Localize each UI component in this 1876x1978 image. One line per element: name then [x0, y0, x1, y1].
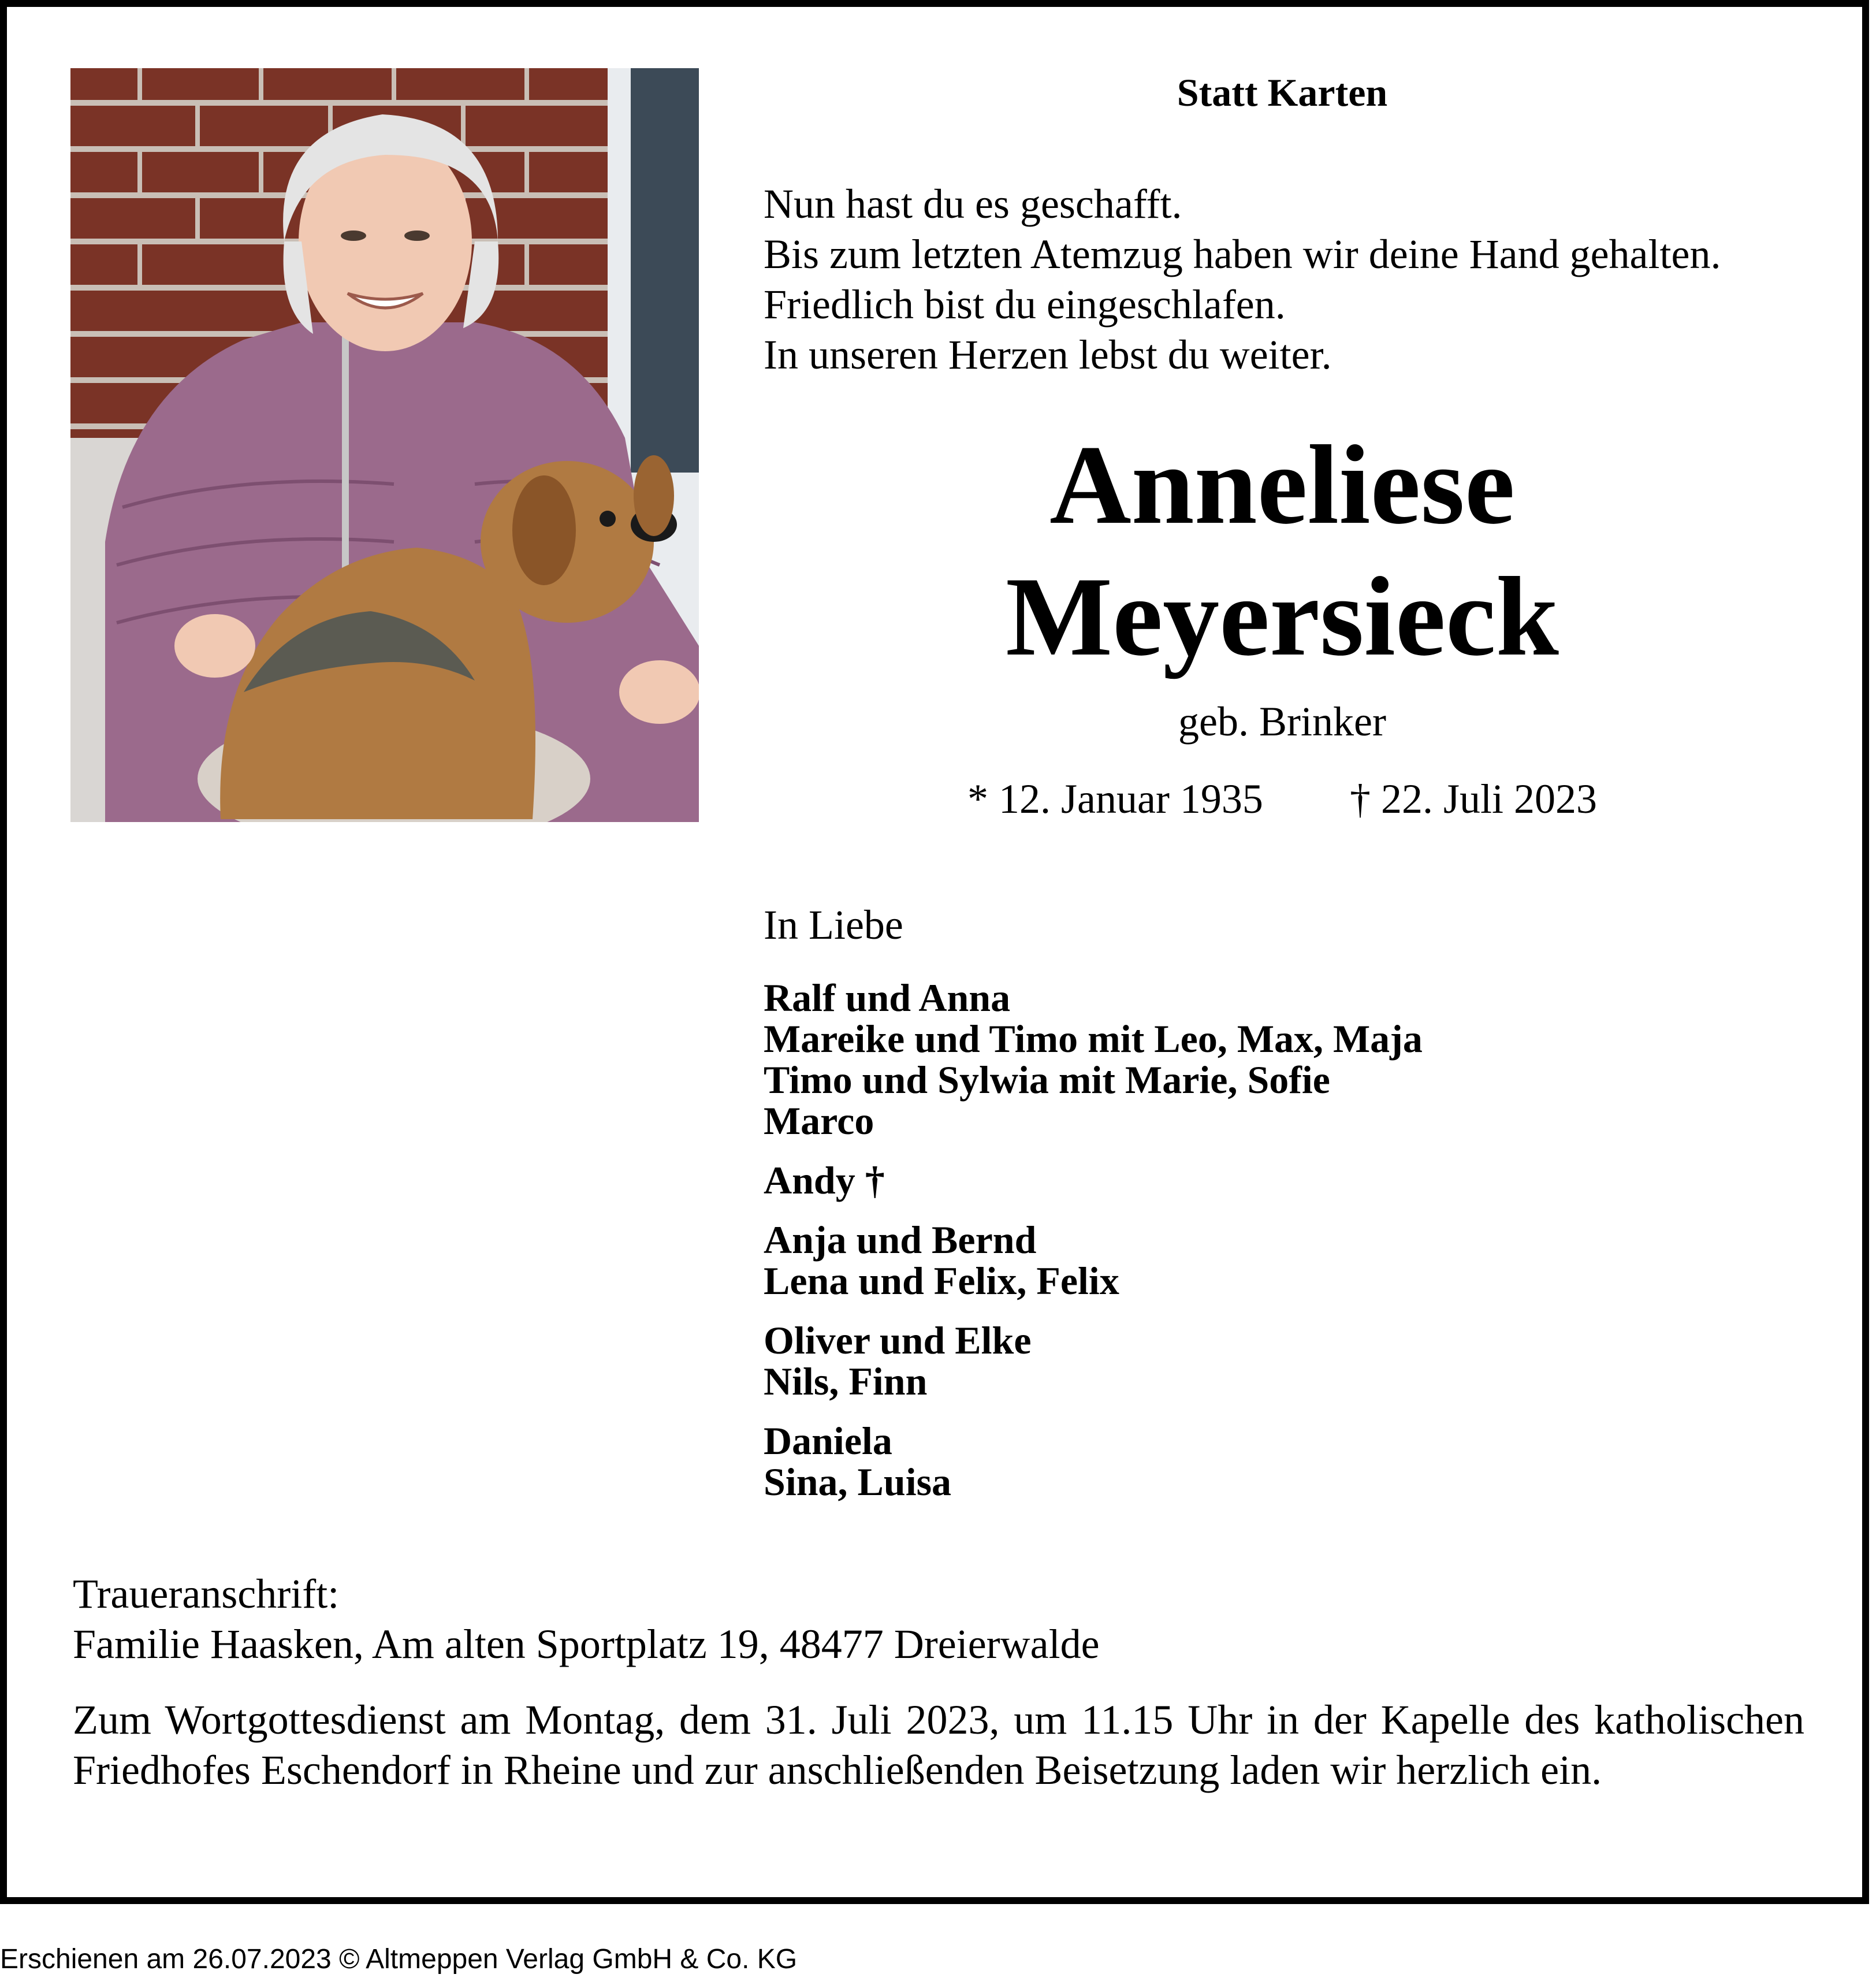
publication-footer: Erschienen am 26.07.2023 © Altmeppen Verlag GmbH & Co. KG: [0, 1944, 798, 1975]
mourner-line: Lena und Felix, Felix: [764, 1259, 1119, 1303]
deceased-name: [809, 419, 1756, 683]
mourning-address: [73, 1569, 1100, 1670]
poem-line: Friedlich bist du eingeschlafen.: [764, 281, 1286, 328]
mourner-line: Oliver und Elke: [764, 1318, 1032, 1362]
mourner-group: [764, 977, 1815, 1142]
mourner-line: Ralf und Anna: [764, 976, 1011, 1020]
mourner-group: [764, 1320, 1815, 1402]
mourner-group: [764, 1160, 1815, 1201]
last-name: Meyersieck: [1006, 554, 1559, 679]
poem-line: Bis zum letzten Atemzug haben wir deine Hand gehalten.: [764, 231, 1721, 277]
mourner-line: Sina, Luisa: [764, 1460, 952, 1504]
portrait-photo: [70, 68, 699, 822]
address-label: Traueranschrift:: [73, 1571, 340, 1617]
mourner-line: Daniela: [764, 1419, 892, 1463]
mourners-list: [764, 977, 1815, 1521]
death-date: † 22. Juli 2023: [1349, 776, 1597, 822]
address-line: Familie Haasken, Am alten Sportplatz 19, 48477 Dreierwalde: [73, 1621, 1100, 1667]
portrait-illustration: [70, 68, 699, 822]
poem: [764, 179, 1815, 380]
mourner-line: Marco: [764, 1099, 874, 1143]
mourner-group: [764, 1219, 1815, 1302]
poem-line: Nun hast du es geschafft.: [764, 181, 1182, 227]
mourner-line: Andy †: [764, 1158, 885, 1202]
life-dates: [809, 773, 1756, 825]
birth-date: * 12. Januar 1935: [967, 776, 1263, 822]
mourner-line: Anja und Bernd: [764, 1218, 1037, 1262]
service-notice: Zum Wortgottesdienst am Montag, dem 31. Juli 2023, um 11.15 Uhr in der Kapelle des katholischen Friedhofes Eschendorf in Rheine und zur anschließenden Beisetzung laden wir herzlich ein.: [73, 1697, 1804, 1793]
first-name: Anneliese: [1049, 422, 1515, 548]
mourner-group: [764, 1421, 1815, 1503]
mourner-line: Mareike und Timo mit Leo, Max, Maja: [764, 1017, 1423, 1061]
mourner-line: Nils, Finn: [764, 1359, 928, 1403]
birth-name: geb. Brinker: [1178, 698, 1386, 745]
statt-karten-heading: Statt Karten: [1177, 70, 1388, 114]
poem-line: In unseren Herzen lebst du weiter.: [764, 332, 1332, 378]
mourner-line: Timo und Sylwia mit Marie, Sofie: [764, 1058, 1330, 1102]
in-liebe: In Liebe: [764, 902, 903, 948]
